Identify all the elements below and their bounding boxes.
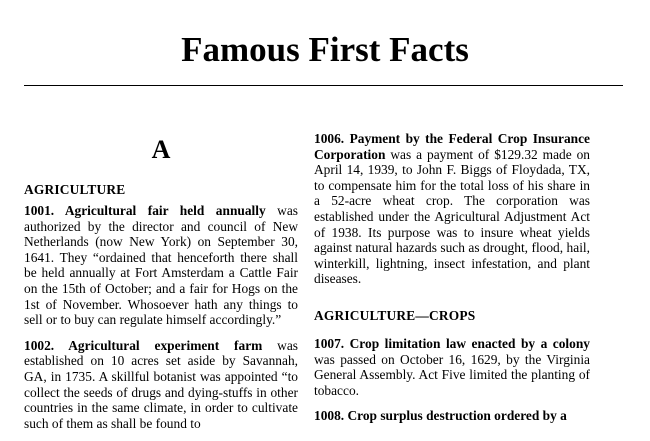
entry-text: was a payment of $129.32 made on April 14, 1939, to John F. Biggs of Floydada, TX, to compensate him for the total loss of his share in a 52-acre wheat crop. The corporation was established under the Agricultural Adjustment Act of 1938. Its purpose was to insure wheat yields against natural hazards such as drought, flood, hail, winterkill, lightning, insect infestation, and plant diseases. [314,146,590,287]
section-heading-agriculture-crops: AGRICULTURE—CROPS [314,307,476,323]
title-rule [24,85,623,86]
left-column [24,131,298,441]
entry-heading: 1006. Payment by the Federal Crop Insurance Corporation [314,131,590,162]
entry-1008 [314,408,590,424]
entry-text: was passed on October 16, 1629, by the Virginia General Assembly. Act Five limited the planting of tobacco. [314,351,590,398]
page-title: Famous First Facts [181,30,469,69]
entry-1001 [24,203,298,328]
entry-1002 [24,338,298,432]
right-column [314,131,590,434]
entry-1007 [314,336,590,398]
entry-heading: 1007. Crop limitation law enacted by a colony [314,335,590,351]
entry-text: was authorized by the director and council of New Netherlands (now New York) on September 30, 1641. They “ordained that henceforth there shall be held annually at Fort Amsterdam a Cattle Fair on the 15th of October; and a fair for Hogs on the 1st of November. Whosoever hath any things to sell or to buy can regulate himself accordingly.” [24,203,298,328]
entry-text: was established on 10 acres set aside by Savannah, GA, in 1735. A skillful botanist was appointed “to collect the seeds of drugs and dying-stuffs in other countries in the same climate, in order to cultivate such of them as shall be found to [24,337,298,431]
entry-1006 [314,131,590,287]
entry-heading: 1001. Agricultural fair held annually [24,203,266,218]
section-letter: A [151,135,171,164]
entry-heading: 1002. Agricultural experiment farm [24,337,263,353]
entry-heading: 1008. Crop surplus destruction ordered by a [314,408,567,424]
section-heading-agriculture: AGRICULTURE [24,182,126,197]
